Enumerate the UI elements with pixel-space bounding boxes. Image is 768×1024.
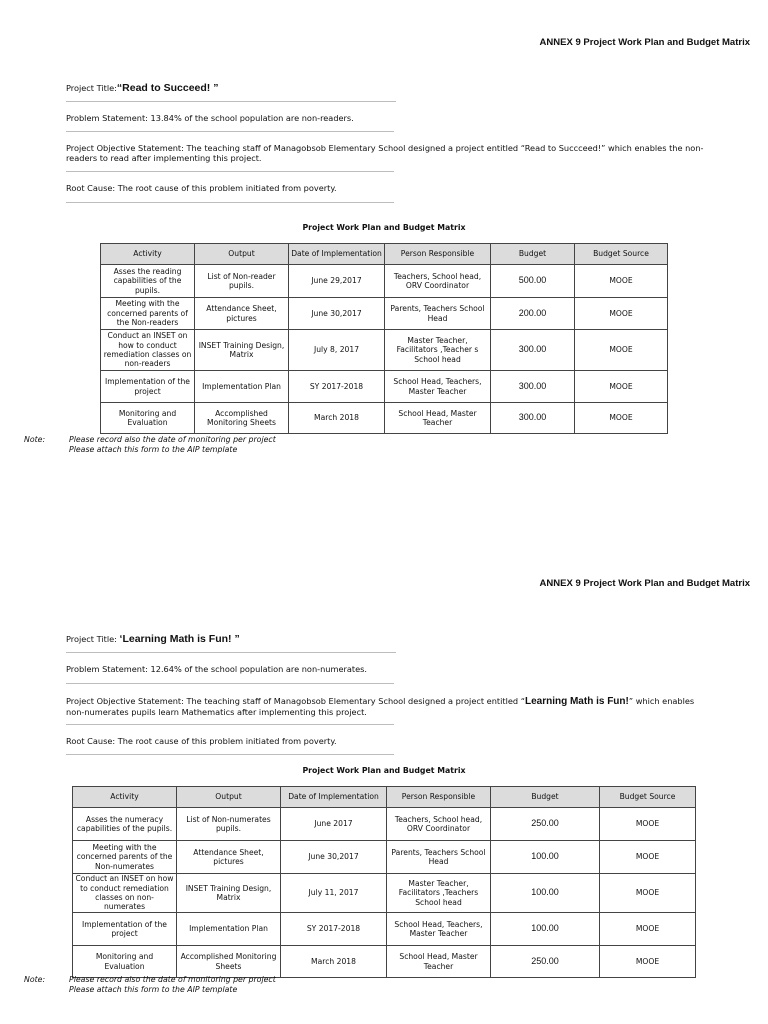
budget-cell: 300.00	[491, 403, 575, 434]
budget-cell: 100.00	[491, 913, 600, 946]
objective-suffix: ” which enables non-numerates pupils learn Mathematics after implementing this project.	[66, 696, 695, 717]
project-title-line	[66, 634, 240, 644]
budget-source-cell: MOOE	[600, 874, 696, 913]
table-row	[73, 946, 696, 978]
problem-statement: Problem Statement: 12.64% of the school population are non-numerates.	[66, 664, 367, 674]
annex-title: ANNEX 9 Project Work Plan and Budget Matrix	[539, 578, 750, 589]
budget-cell: 300.00	[491, 330, 575, 371]
header-activity: Activity	[73, 787, 177, 808]
note-label: Note:	[24, 435, 46, 444]
budget-cell: 500.00	[491, 265, 575, 298]
person-cell: School Head, Teachers, Master Teacher	[387, 913, 491, 946]
activity-cell: Meeting with the concerned parents of the Non-numerates	[73, 841, 177, 874]
note-line: Please record also the date of monitoring per project	[69, 435, 276, 444]
problem-statement: Problem Statement: 13.84% of the school population are non-readers.	[66, 113, 354, 123]
budget-cell: 250.00	[491, 946, 600, 978]
activity-cell: Implementation of the project	[101, 371, 195, 403]
activity-cell: Meeting with the concerned parents of the Non-readers	[101, 298, 195, 330]
table-row	[73, 841, 696, 874]
root-cause: Root Cause: The root cause of this problem initiated from poverty.	[66, 736, 337, 746]
activity-cell: Implementation of the project	[73, 913, 177, 946]
date-cell: July 8, 2017	[289, 330, 385, 371]
work-plan-table	[72, 786, 696, 978]
date-cell: June 29,2017	[289, 265, 385, 298]
output-cell: Implementation Plan	[177, 913, 281, 946]
person-cell: Teachers, School head, ORV Coordinator	[387, 808, 491, 841]
output-cell: List of Non-numerates pupils.	[177, 808, 281, 841]
divider	[66, 724, 394, 725]
budget-source-cell: MOOE	[575, 330, 668, 371]
date-cell: July 11, 2017	[281, 874, 387, 913]
objective-prefix: Project Objective Statement: The teaching staff of Managobsob Elementary School designed a project entitled	[66, 143, 521, 153]
header-budget-source: Budget Source	[600, 787, 696, 808]
objective-project: “Read to Succceed!”	[520, 143, 606, 153]
objective-project: Learning Math is Fun!	[524, 696, 629, 707]
note-line: Please attach this form to the AIP template	[69, 445, 238, 454]
note-label: Note:	[24, 975, 46, 984]
table-row	[73, 808, 696, 841]
date-cell: June 30,2017	[289, 298, 385, 330]
person-cell: School Head, Teachers, Master Teacher	[385, 371, 491, 403]
table-title: Project Work Plan and Budget Matrix	[302, 223, 466, 232]
activity-cell: Conduct an INSET on how to conduct remediation classes on non-numerates	[73, 874, 177, 913]
divider	[66, 652, 396, 653]
date-cell: March 2018	[289, 403, 385, 434]
person-cell: School Head, Master Teacher	[385, 403, 491, 434]
divider	[66, 754, 394, 755]
activity-cell: Asses the reading capabilities of the pupils.	[101, 265, 195, 298]
objective-statement	[66, 696, 706, 717]
project-title-label: Project Title:	[66, 634, 120, 644]
budget-source-cell: MOOE	[600, 841, 696, 874]
objective-prefix: Project Objective Statement: The teaching staff of Managobsob Elementary School designed a project entitled “	[66, 696, 525, 706]
note-line: Please attach this form to the AIP template	[69, 985, 238, 994]
output-cell: INSET Training Design, Matrix	[195, 330, 289, 371]
output-cell: Attendance Sheet, pictures	[195, 298, 289, 330]
person-cell: School Head, Master Teacher	[387, 946, 491, 978]
note-line: Please record also the date of monitoring per project	[69, 975, 276, 984]
budget-cell: 100.00	[491, 841, 600, 874]
header-activity: Activity	[101, 244, 195, 265]
budget-source-cell: MOOE	[575, 371, 668, 403]
budget-source-cell: MOOE	[575, 403, 668, 434]
activity-cell: Monitoring and Evaluation	[101, 403, 195, 434]
table-row	[73, 913, 696, 946]
person-cell: Master Teacher, Facilitators ,Teachers School head	[387, 874, 491, 913]
header-budget: Budget	[491, 244, 575, 265]
project-title: “Read to Succeed! ”	[116, 82, 219, 94]
date-cell: SY 2017-2018	[281, 913, 387, 946]
budget-source-cell: MOOE	[600, 913, 696, 946]
output-cell: INSET Training Design, Matrix	[177, 874, 281, 913]
divider	[66, 683, 394, 684]
header-date: Date of Implementation	[289, 244, 385, 265]
objective-suffix: which enables the non-readers to read after implementing this project.	[66, 143, 704, 163]
output-cell: List of Non-reader pupils.	[195, 265, 289, 298]
budget-source-cell: MOOE	[600, 808, 696, 841]
date-cell: June 2017	[281, 808, 387, 841]
header-person: Person Responsible	[387, 787, 491, 808]
budget-cell: 300.00	[491, 371, 575, 403]
output-cell: Attendance Sheet, pictures	[177, 841, 281, 874]
activity-cell: Monitoring and Evaluation	[73, 946, 177, 978]
budget-source-cell: MOOE	[600, 946, 696, 978]
table-header-row	[73, 787, 696, 808]
budget-source-cell: MOOE	[575, 265, 668, 298]
output-cell: Implementation Plan	[195, 371, 289, 403]
date-cell: March 2018	[281, 946, 387, 978]
budget-cell: 200.00	[491, 298, 575, 330]
person-cell: Parents, Teachers School Head	[385, 298, 491, 330]
note-lines	[69, 975, 276, 995]
table-row	[73, 874, 696, 913]
header-output: Output	[177, 787, 281, 808]
person-cell: Teachers, School head, ORV Coordinator	[385, 265, 491, 298]
table-title: Project Work Plan and Budget Matrix	[302, 766, 466, 775]
header-date: Date of Implementation	[281, 787, 387, 808]
output-cell: Accomplished Monitoring Sheets	[177, 946, 281, 978]
header-output: Output	[195, 244, 289, 265]
annex-title: ANNEX 9 Project Work Plan and Budget Matrix	[539, 37, 750, 48]
activity-cell: Conduct an INSET on how to conduct remediation classes on non-readers	[101, 330, 195, 371]
budget-cell: 250.00	[491, 808, 600, 841]
activity-cell: Asses the numeracy capabilities of the pupils.	[73, 808, 177, 841]
header-budget-source: Budget Source	[575, 244, 668, 265]
header-budget: Budget	[491, 787, 600, 808]
budget-cell: 100.00	[491, 874, 600, 913]
project-title: ‘Learning Math is Fun! ”	[119, 633, 240, 645]
project-title-label: Project Title:	[66, 83, 117, 93]
budget-source-cell: MOOE	[575, 298, 668, 330]
header-person: Person Responsible	[385, 244, 491, 265]
output-cell: Accomplished Monitoring Sheets	[195, 403, 289, 434]
date-cell: June 30,2017	[281, 841, 387, 874]
person-cell: Parents, Teachers School Head	[387, 841, 491, 874]
root-cause: Root Cause: The root cause of this problem initiated from poverty.	[66, 183, 337, 193]
person-cell: Master Teacher, Facilitators ,Teacher s School head	[385, 330, 491, 371]
date-cell: SY 2017-2018	[289, 371, 385, 403]
